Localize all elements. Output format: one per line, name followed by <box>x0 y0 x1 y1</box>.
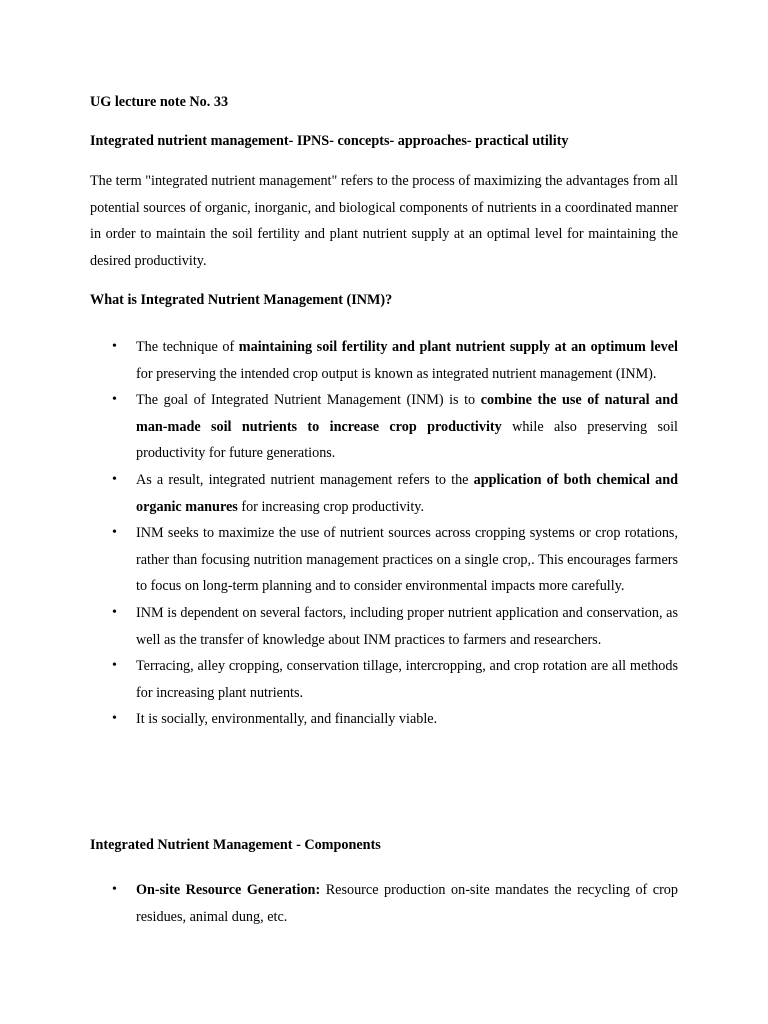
bullet-icon: • <box>112 392 117 408</box>
list-item: • The goal of Integrated Nutrient Management (INM) is to combine the use of natural and man-made soil nutrients to increase crop productivity while also preserving soil productivity for future generations. <box>90 387 678 467</box>
bullet-icon: • <box>112 882 117 897</box>
list-item: • INM seeks to maximize the use of nutrient sources across cropping systems or crop rotations, rather than focusing nutrition management practices on a single crop,. This encourages farmers to focus on long-term planning and to consider environmental impacts more carefully. <box>90 520 678 600</box>
bullet-icon: • <box>112 525 117 541</box>
section-heading-components: Integrated Nutrient Management - Components <box>90 837 381 853</box>
bullet-icon: • <box>112 658 117 674</box>
topic-heading: Integrated nutrient management- IPNS- concepts- approaches- practical utility <box>90 133 569 149</box>
inm-components-list <box>90 877 678 930</box>
bullet-icon: • <box>112 711 117 727</box>
list-item: • As a result, integrated nutrient management refers to the application of both chemical and organic manures for increasing crop productivity. <box>90 467 678 520</box>
section-heading-what-is-inm: What is Integrated Nutrient Management (INM)? <box>90 292 393 308</box>
intro-paragraph: The term "integrated nutrient management" refers to the process of maximizing the advantages from all potential sources of organic, inorganic, and biological components of nutrients in a coordinated manner in order to maintain the soil fertility and plant nutrient supply at an optimal level for maintaining the desired productivity. <box>90 173 678 269</box>
list-item: • On-site Resource Generation: Resource production on-site mandates the recycling of crop residues, animal dung, etc. <box>90 877 678 930</box>
list-item: • The technique of maintaining soil fertility and plant nutrient supply at an optimum level for preserving the intended crop output is known as integrated nutrient management (INM). <box>90 334 678 387</box>
list-item: • INM is dependent on several factors, including proper nutrient application and conservation, as well as the transfer of knowledge about INM practices to farmers and researchers. <box>90 600 678 653</box>
bullet-icon: • <box>112 339 117 354</box>
list-item: • Terracing, alley cropping, conservation tillage, intercropping, and crop rotation are all methods for increasing plant nutrients. <box>90 653 678 706</box>
note-title: UG lecture note No. 33 <box>90 94 229 110</box>
bullet-icon: • <box>112 471 117 487</box>
list-item: • It is socially, environmentally, and financially viable. <box>90 706 678 733</box>
inm-definition-list <box>90 334 678 733</box>
bullet-icon: • <box>112 604 117 620</box>
